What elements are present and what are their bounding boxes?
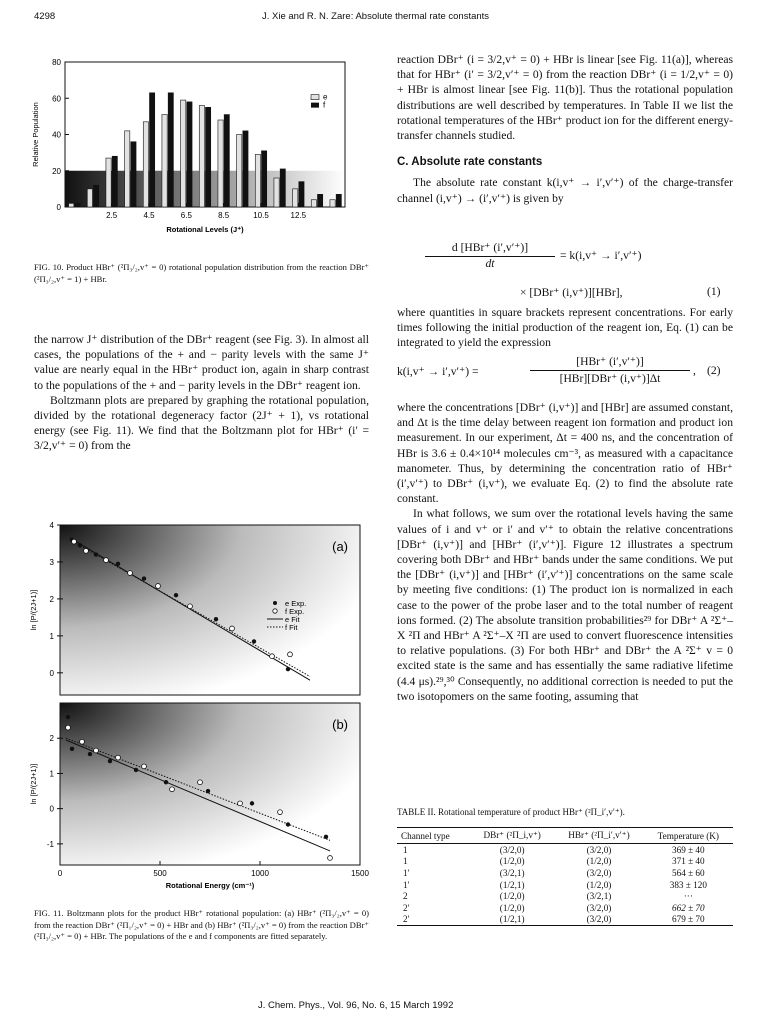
table-row <box>397 879 733 891</box>
table-cell: (3/2,0) <box>499 844 525 855</box>
table-header-dbr: DBr⁺ (²Π_i,v⁺) <box>483 830 541 840</box>
table-row <box>397 856 733 868</box>
panel-background <box>60 525 360 695</box>
legend-marker-e-exp <box>273 601 277 605</box>
bar-e <box>311 200 316 207</box>
data-point-f <box>104 558 109 563</box>
x-tick-label: 1500 <box>351 869 369 878</box>
bar-e <box>181 100 186 207</box>
table-cell: 371 ± 40 <box>672 856 705 867</box>
legend-label-f: f <box>323 100 326 110</box>
y-axis-label: ln [P/(2J+1)] <box>29 589 38 631</box>
data-point-e <box>286 822 290 826</box>
bar-f <box>243 131 248 207</box>
data-point-e <box>252 639 256 643</box>
table-cell: 369 ± 40 <box>672 844 705 855</box>
right-column-mid <box>397 305 733 351</box>
table-header-hbr: HBr⁺ (²Π_i′,v′⁺) <box>568 830 630 840</box>
bar-f <box>206 107 211 207</box>
data-point-f <box>188 604 193 609</box>
bar-f <box>150 93 155 207</box>
data-point-f <box>170 787 175 792</box>
data-point-f <box>238 801 243 806</box>
eq1-number: (1) <box>707 285 721 298</box>
y-tick-label: 0 <box>56 203 61 212</box>
paragraph: reaction DBr⁺ (i = 3/2,v⁺ = 0) + HBr is linear [see Fig. 11(a)], whereas that for HBr⁺ (i′ = 3/2,v′⁺ = 0) from the reaction DBr⁺ (i = 1/2,v⁺ = 0) + HBr is almost linear [see Fig. 11(b)]. Thus the rotational population distributions are well described by temperatures. In Table II we list the rotational temperatures of the HBr⁺ product ion for the different energy-transfer channels studied. <box>397 53 733 143</box>
data-point-e <box>134 768 138 772</box>
table-cell: (3/2,0) <box>586 844 612 855</box>
eq2-fraction <box>530 354 690 385</box>
x-tick-label: 2.5 <box>106 211 118 220</box>
y-tick-label: 2 <box>49 734 54 744</box>
bar-f <box>336 194 341 207</box>
eq1-rhs1: = k(i,v⁺ → i′,v′⁺) <box>560 249 642 262</box>
data-point-e <box>78 543 82 547</box>
data-point-f <box>270 654 275 659</box>
y-tick-label: 4 <box>49 521 54 530</box>
panel-background <box>60 703 360 865</box>
x-tick-label: 12.5 <box>290 211 307 220</box>
right-column-bottom <box>397 400 733 704</box>
paragraph: The absolute rate constant k(i,v⁺ → i′,v′⁺) of the charge-transfer channel (i,v⁺) → (i′,v′⁺) is given by <box>397 176 733 205</box>
bar-f <box>262 151 267 207</box>
table-header-channel: Channel type <box>401 831 450 841</box>
y-tick-label: 1 <box>49 631 54 641</box>
data-point-f <box>328 856 333 861</box>
legend-label: f Exp. <box>285 607 305 616</box>
x-tick-label: 500 <box>153 869 167 878</box>
bar-e <box>106 158 111 207</box>
bar-f <box>318 194 323 207</box>
table-cell: (1/2,0) <box>586 879 612 890</box>
eq1-numerator: d [HBr⁺ (i′,v′⁺)] <box>451 241 529 254</box>
y-tick-label: 60 <box>52 94 61 104</box>
x-tick-label: 6.5 <box>180 211 192 220</box>
left-column-text <box>34 332 369 454</box>
y-axis-label: Relative Population <box>31 102 40 167</box>
table-cell: ··· <box>683 891 693 902</box>
y-tick-label: -1 <box>46 839 54 849</box>
table-cell: (1/2,1) <box>499 914 525 925</box>
table-cell: 1 <box>403 856 408 867</box>
table-cell: (3/2,1) <box>499 867 525 878</box>
table-row <box>397 844 733 856</box>
table-cell: 2′ <box>403 914 410 925</box>
data-point-e <box>70 747 74 751</box>
data-point-f <box>84 548 89 553</box>
bar-e <box>237 135 242 208</box>
data-point-f <box>156 584 161 589</box>
journal-footer: J. Chem. Phys., Vol. 96, No. 6, 15 March 1992 <box>258 1000 454 1011</box>
eq2-lhs: k(i,v⁺ → i′,v′⁺) = <box>397 365 479 378</box>
running-title: J. Xie and R. N. Zare: Absolute thermal rate constants <box>262 11 490 22</box>
bar-f <box>224 115 229 207</box>
y-tick-label: 0 <box>49 804 54 814</box>
eq2-denominator: [HBr][DBr⁺ (i,v⁺)]Δt <box>530 370 690 385</box>
legend-label-e: e <box>323 92 328 102</box>
panel-label: (a) <box>332 539 348 554</box>
table-cell: 383 ± 120 <box>669 879 707 890</box>
bar-e <box>125 131 130 207</box>
eq2-number: (2) <box>707 364 721 377</box>
bar-e <box>87 189 92 207</box>
bar-e <box>218 120 223 207</box>
bar-e <box>274 178 279 207</box>
table-cell: 564 ± 60 <box>672 867 705 878</box>
bar-f <box>280 169 285 207</box>
page-number: 4298 <box>34 11 56 22</box>
bar-f <box>168 93 173 207</box>
table-cell: 1 <box>403 844 408 855</box>
y-tick-label: 1 <box>49 769 54 779</box>
table-row <box>397 902 733 914</box>
figure-10-caption: FIG. 10. Product HBr⁺ (²Π₃/₂,v⁺ = 0) rotational population distribution from the reaction DBr⁺ (²Π₃/₂,v⁺ = 1) + HBr. <box>34 262 369 284</box>
figure-11-chart <box>20 520 375 900</box>
bar-e <box>199 106 204 208</box>
table-cell: (3/2,0) <box>586 902 612 913</box>
y-tick-label: 0 <box>49 668 54 678</box>
data-point-e <box>94 552 98 556</box>
data-point-f <box>142 764 147 769</box>
paragraph: Boltzmann plots are prepared by graphing the rotational population, divided by the rotational degeneracy factor (2J⁺ + 1), vs rotational energy (see Fig. 11). We find that the Boltzmann plot for HBr⁺ (i′ = 3/2,v′⁺ = 0) from the <box>34 393 369 453</box>
table-row <box>397 890 733 902</box>
paragraph: where the concentrations [DBr⁺ (i,v⁺)] and [HBr] are assumed constant, and Δt is the time delay between reagent ion formation and product ion measurement. In our experiment, Δt = 400 ns, and the concentration of HBr is 3.6 ± 0.4×10¹⁴ molecules cm⁻³, as measured with a capacitance manometer. Thus, by determining the concentration ratio of HBr⁺ (i′,v′⁺) to DBr⁺ (i,v⁺), we evaluate Eq. (2) to find the absolute rate constant. <box>397 401 733 506</box>
x-tick-label: 1000 <box>251 869 269 878</box>
eq2-comma: , <box>693 364 696 377</box>
data-point-f <box>230 626 235 631</box>
data-point-f <box>72 539 77 544</box>
paragraph: where quantities in square brackets represent concentrations. For early times following the initial production of the reagent ion, Eq. (1) can be integrated to yield the expression <box>397 306 733 350</box>
section-heading: C. Absolute rate constants <box>397 156 543 169</box>
x-tick-label: 0 <box>57 869 63 878</box>
table-cell: (3/2,0) <box>586 914 612 925</box>
table-row <box>397 914 733 926</box>
data-point-e <box>108 759 112 763</box>
x-axis-label: Rotational Levels (J⁺) <box>166 225 244 234</box>
data-point-f <box>288 652 293 657</box>
x-tick-label: 8.5 <box>218 211 230 220</box>
data-point-e <box>142 576 146 580</box>
table-header-temperature: Temperature (K) <box>657 831 719 841</box>
x-tick-label: 10.5 <box>253 211 269 220</box>
y-tick-label: 80 <box>52 58 61 67</box>
bar-e <box>162 115 167 207</box>
data-point-f <box>116 755 121 760</box>
data-point-e <box>174 593 178 597</box>
bar-e <box>293 189 298 207</box>
data-point-e <box>250 801 254 805</box>
data-point-e <box>324 835 328 839</box>
legend-swatch-f <box>311 103 319 108</box>
figure-10-chart <box>20 52 370 252</box>
y-tick-label: 40 <box>52 130 61 140</box>
bar-e <box>330 200 335 207</box>
legend-marker-f-exp <box>273 609 277 613</box>
data-point-f <box>94 748 99 753</box>
table-cell: (1/2,0) <box>499 856 525 867</box>
table-cell: 2 <box>403 891 408 902</box>
eq1-denominator: dt <box>425 256 555 270</box>
data-point-f <box>128 571 133 576</box>
y-tick-label: 3 <box>49 557 54 567</box>
data-point-e <box>88 752 92 756</box>
table-cell: 1′ <box>403 879 410 890</box>
right-column-top <box>397 52 733 206</box>
table-cell: 2′ <box>403 902 410 913</box>
data-point-e <box>164 780 168 784</box>
table-cell: (1/2,0) <box>499 902 525 913</box>
data-point-f <box>66 725 71 730</box>
data-point-e <box>116 562 120 566</box>
y-tick-label: 20 <box>52 166 61 176</box>
paragraph: the narrow J⁺ distribution of the DBr⁺ reagent (see Fig. 3). In almost all cases, the populations of the + and − parity levels with the same J⁺ value are nearly equal in the HBr⁺ product ion, again in sharp contrast to the populations of the + and − parity levels in the DBr⁺ reagent ion. <box>34 333 369 392</box>
data-point-f <box>80 739 85 744</box>
bar-e <box>255 154 260 207</box>
legend-swatch-e <box>311 95 319 100</box>
data-point-e <box>214 617 218 621</box>
x-tick-label: 4.5 <box>143 211 155 220</box>
bar-f <box>131 142 136 207</box>
table-cell: (1/2,0) <box>499 891 525 902</box>
paragraph: In what follows, we sum over the rotational levels having the same values of i and v⁺ or i′ and v′⁺ to obtain the relative concentrations [DBr⁺ (i,v⁺)] and [HBr⁺ (i′,v′⁺)]. Figure 12 illustrates a spectrum covering both DBr⁺ and HBr⁺ bands under the same conditions. We put the [DBr⁺ (i,v⁺)] and [HBr⁺ (i′,v′⁺)] concentrations on the same scale by meeting five conditions: (1) The product ion is normalized in each case to the power of the probe laser and to the total number of reagent ions formed. (2) The absolute transition probabilities²⁹ for DBr⁺ A ²Σ⁺–X ²Π and HBr⁺ A ²Σ⁺–X ²Π are used to convert fluorescence intensities to relative populations. (3) For both HBr⁺ and DBr⁺ the A ²Σ⁺ v = 0 excited state is the same and has essentially the same radiative lifetime (4.4 μs).²⁹,³⁰ Consequently, no additional correction is needed to put the two isotopomers on the same footing, assuming that <box>397 507 733 703</box>
bar-e <box>69 203 74 207</box>
table-cell: (1/2,0) <box>586 856 612 867</box>
eq1-lhs <box>425 240 555 270</box>
table-cell: (3/2,1) <box>586 891 612 902</box>
table-cell: (3/2,0) <box>586 867 612 878</box>
x-axis-label: Rotational Energy (cm⁻¹) <box>165 881 255 890</box>
data-point-e <box>66 715 70 719</box>
table-cell: 679 ± 70 <box>672 914 705 925</box>
bar-e <box>143 122 148 207</box>
legend-label: e Fit <box>285 615 300 624</box>
table-2 <box>397 827 733 926</box>
bar-f <box>75 203 80 207</box>
legend-label: e Exp. <box>285 599 307 608</box>
legend-label: f Fit <box>285 623 298 632</box>
table-cell: 1′ <box>403 867 410 878</box>
y-axis-label: ln [P/(2J+1)] <box>29 763 38 805</box>
bar-f <box>299 182 304 207</box>
eq2-numerator: [HBr⁺ (i′,v′⁺)] <box>576 355 644 368</box>
data-point-e <box>206 789 210 793</box>
data-point-e <box>286 667 290 671</box>
figure-11-caption: FIG. 11. Boltzmann plots for the product HBr⁺ rotational population: (a) HBr⁺ (²Π₃/₂,v⁺ = 0) from the reaction DBr⁺ (²Π₁/₂,v⁺ = 0) + HBr and (b) HBr⁺ (²Π₃/₂,v⁺ = 0) from the reaction DBr⁺ (²Π₃/₂,v⁺ = 0) + HBr. The populations of the e and f components are fitted separately. <box>34 908 369 941</box>
bar-f <box>112 156 117 207</box>
table-2-title: TABLE II. Rotational temperature of product HBr⁺ (²Π_i′,v′⁺). <box>397 807 625 817</box>
table-cell: (1/2,1) <box>499 879 525 890</box>
eq1-rhs2: × [DBr⁺ (i,v⁺)][HBr], <box>520 286 623 299</box>
y-tick-label: 2 <box>49 594 54 604</box>
data-point-f <box>198 780 203 785</box>
bar-f <box>94 185 99 207</box>
data-point-f <box>278 810 283 815</box>
table-row <box>397 867 733 879</box>
bar-f <box>187 102 192 207</box>
table-cell: 662 ± 70 <box>672 902 705 913</box>
panel-label: (b) <box>332 717 348 732</box>
